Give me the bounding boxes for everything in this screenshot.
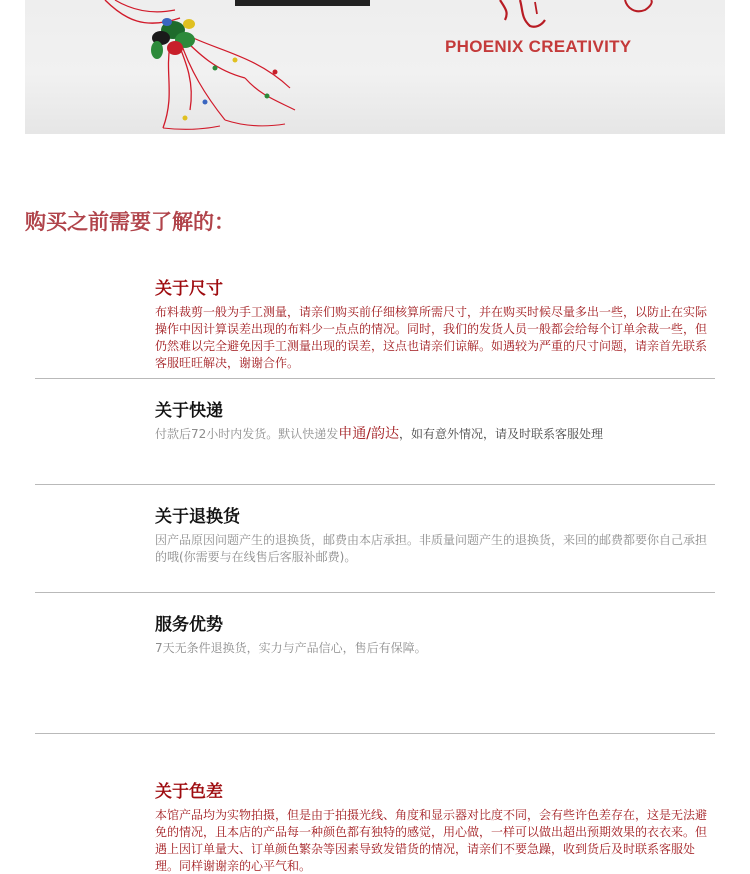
chinese-knot-tassel-decoration (85, 0, 325, 134)
section-divider (35, 592, 715, 593)
section-body: 布料裁剪一般为手工测量，请亲们购买前仔细核算所需尺寸，并在购买时候尽量多出一些，以防止在实际操作中因计算误差出现的布料少一点点的情况。同时，我们的发货人员一般都会给每个订单余裁一些，但仍然难以完全避免因手工测量出现的误差，这点也请亲们谅解。如遇较为严重的尺寸问题，请亲首先联系客服旺旺解决，谢谢合作。 (155, 305, 708, 370)
shipping-text-suffix: ，如有意外情况，请及时联系客服处理 (399, 427, 604, 441)
size-info-section (155, 278, 717, 372)
section-body (155, 426, 717, 443)
section-divider (35, 733, 715, 734)
section-title: 关于尺寸 (155, 279, 223, 299)
brand-banner (25, 0, 725, 134)
shipping-text-prefix: 付款后72小时内发货。默认快递发 (155, 427, 339, 441)
page-heading: 购买之前需要了解的： (25, 210, 235, 234)
section-body: 因产品原因问题产生的退换货，邮费由本店承担。非质量问题产生的退换货，来回的邮费都要你自己承担的哦(你需要与在线售后客服补邮费)。 (155, 533, 708, 564)
service-info-section (155, 614, 717, 657)
section-body: 本馆产品均为实物拍摄，但是由于拍摄光线、角度和显示器对比度不同，会有些许色差存在，这是无法避免的情况，且本店的产品每一种颜色都有独特的感觉，用心做，一样可以做出超出预期效果的衣衣来。但遇上因订单量大、订单颜色繁杂等因素导致发错货的情况，请亲们不要急躁，收到货后及时联系客服处理。同样谢谢亲的心平气和。 (155, 808, 708, 873)
section-title: 关于快递 (155, 401, 223, 421)
returns-info-section (155, 506, 717, 566)
section-title: 关于色差 (155, 782, 223, 802)
section-title: 关于退换货 (155, 507, 240, 527)
section-body: 7天无条件退换货，实力与产品信心，售后有保障。 (155, 641, 427, 655)
calligraphy-logo (475, 0, 675, 30)
brand-name: PHOENIX CREATIVITY (445, 37, 632, 56)
color-difference-section (155, 781, 717, 874)
courier-highlight: 申通/韵达 (338, 426, 399, 442)
section-divider (35, 378, 715, 379)
section-title: 服务优势 (155, 615, 223, 635)
shipping-info-section (155, 400, 717, 443)
section-divider (35, 484, 715, 485)
